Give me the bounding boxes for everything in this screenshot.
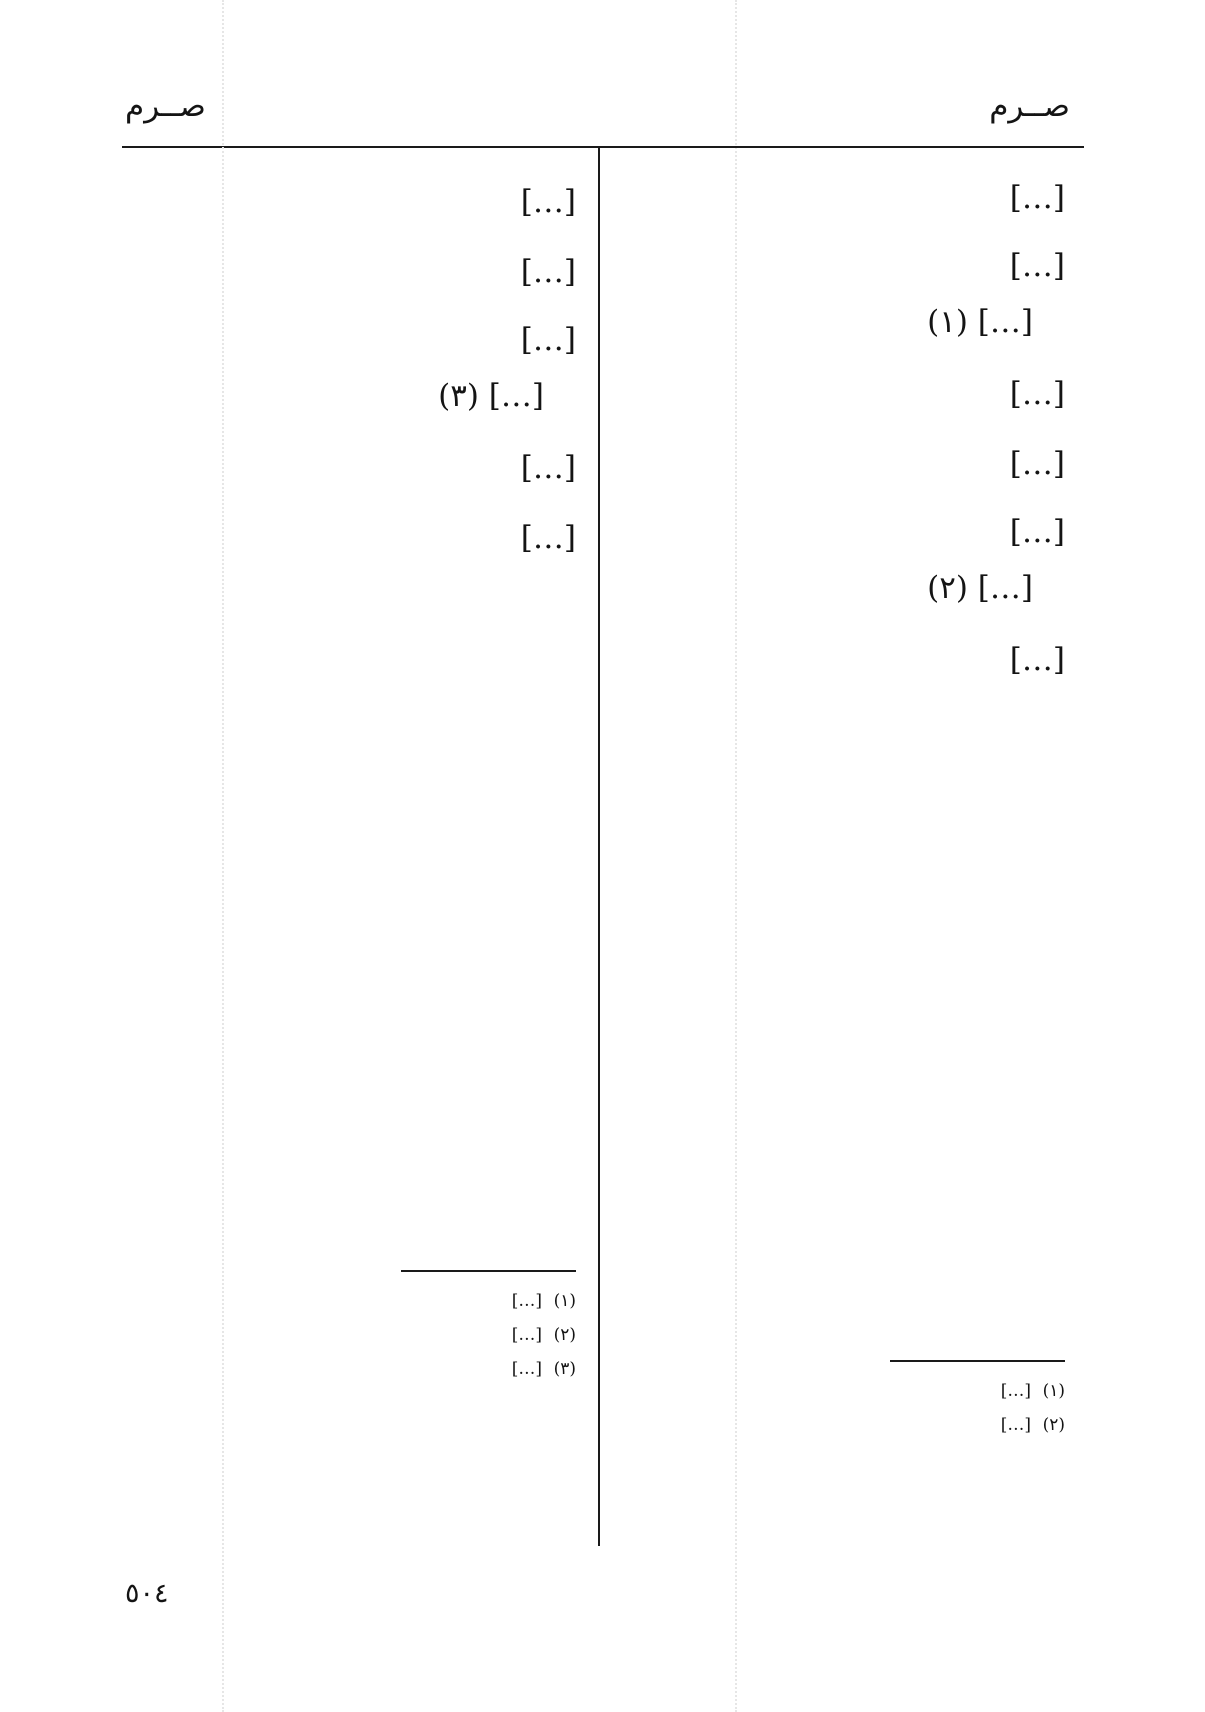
footnote-text: […] bbox=[511, 1325, 542, 1345]
left-column bbox=[140, 172, 576, 578]
verse-line: […] (٣) bbox=[438, 378, 544, 414]
footnote bbox=[140, 1320, 576, 1350]
footnote-number: (٣) bbox=[553, 1359, 576, 1379]
paragraph: […] bbox=[520, 254, 576, 290]
footnote bbox=[140, 1286, 576, 1316]
paragraph: […] bbox=[520, 184, 576, 220]
footnote-number: (٢) bbox=[1042, 1415, 1065, 1435]
footnote-number: (٢) bbox=[553, 1325, 576, 1345]
paragraph: […] bbox=[1009, 446, 1065, 482]
paragraph: […] bbox=[1009, 180, 1065, 216]
footnotes-left bbox=[140, 1270, 576, 1388]
running-header-right: صــرم bbox=[989, 88, 1070, 124]
running-header-left: صــرم bbox=[125, 88, 206, 124]
footnote-text: […] bbox=[1000, 1381, 1031, 1401]
footnote-number: (١) bbox=[553, 1291, 576, 1311]
footnote-text: […] bbox=[1000, 1415, 1031, 1435]
paragraph: […] bbox=[520, 520, 576, 556]
footnote-text: […] bbox=[511, 1291, 542, 1311]
verse-line: […] (١) bbox=[927, 304, 1033, 340]
column-divider bbox=[598, 148, 600, 1546]
verse-block bbox=[629, 238, 1065, 350]
verse-line: […] bbox=[1009, 514, 1065, 550]
verse-line: […] (٢) bbox=[927, 570, 1033, 606]
footnote-rule bbox=[401, 1270, 576, 1272]
verse-block bbox=[629, 504, 1065, 616]
right-column bbox=[629, 168, 1065, 700]
paragraph: […] bbox=[1009, 642, 1065, 678]
footnote-text: […] bbox=[511, 1359, 542, 1379]
footnote-number: (١) bbox=[1042, 1381, 1065, 1401]
footnote bbox=[140, 1354, 576, 1384]
footnotes-right bbox=[629, 1360, 1065, 1444]
paragraph: […] bbox=[520, 450, 576, 486]
footnote-rule bbox=[890, 1360, 1065, 1362]
footnote bbox=[629, 1376, 1065, 1406]
header-rule bbox=[122, 146, 1084, 148]
footnote bbox=[629, 1410, 1065, 1440]
page-number: ٥٠٤ bbox=[125, 1578, 169, 1609]
verse-block bbox=[140, 312, 576, 424]
verse-line: […] bbox=[1009, 248, 1065, 284]
paragraph: […] bbox=[1009, 376, 1065, 412]
verse-line: […] bbox=[520, 322, 576, 358]
